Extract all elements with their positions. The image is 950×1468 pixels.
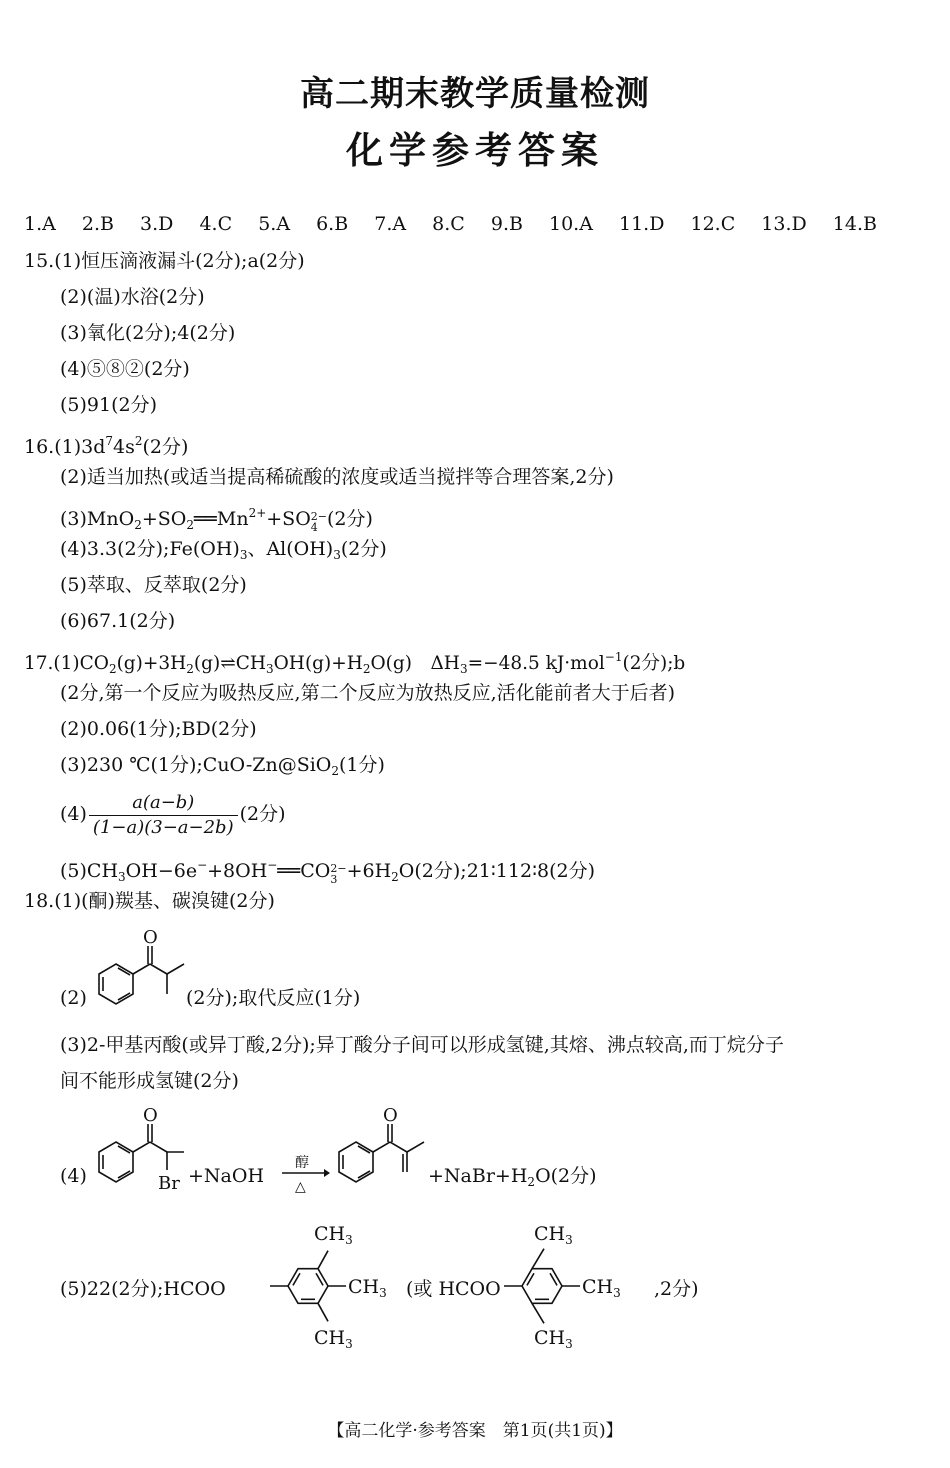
q17-part2: (2)0.06(1分);BD(2分) bbox=[60, 718, 257, 740]
svg-text:Br: Br bbox=[158, 1173, 180, 1194]
choice-answer: 1.A bbox=[24, 213, 56, 235]
methyl-group: $CH_3$ bbox=[314, 1327, 353, 1351]
methyl-group: $CH_3$ bbox=[534, 1327, 573, 1351]
choice-answer: 8.C bbox=[432, 213, 465, 235]
methyl-group: $CH_3$ bbox=[348, 1276, 387, 1300]
q17-part1: $17.(1)CO_2(g)+3H_2(g)\rightleftharpoons CH_3OH(g)+H_2O(g)$ $\Delta H_3=-48.5$ kJ·mol$^{-1}$(2分);b bbox=[24, 650, 686, 676]
q17-part3: (3)230 ℃(1分);CuO-Zn@SiO$_2$(1分) bbox=[60, 754, 385, 778]
svg-text:△: △ bbox=[295, 1179, 306, 1195]
page-footer: 【高二化学·参考答案 第1页(共1页)】 bbox=[327, 1421, 623, 1441]
svg-text:O: O bbox=[143, 927, 158, 948]
q17-part1-continued: (2分,第一个反应为吸热反应,第二个反应为放热反应,活化能前者大于后者) bbox=[60, 682, 676, 704]
enone-product-structure bbox=[328, 1100, 428, 1204]
q15-part3: (3)氧化(2分);4(2分) bbox=[60, 322, 236, 344]
q18-part4-label: (4) bbox=[60, 1165, 87, 1187]
q18-part2-text: (2分);取代反应(1分) bbox=[186, 987, 361, 1009]
q15-part1: 15.(1)恒压滴液漏斗(2分);a(2分) bbox=[24, 250, 305, 272]
q18-part5-suffix: ,2分) bbox=[654, 1278, 699, 1300]
methyl-group: $CH_3$ bbox=[534, 1223, 573, 1247]
svg-text:醇: 醇 bbox=[295, 1155, 309, 1171]
ester-structure-2 bbox=[496, 1216, 666, 1360]
q16-part4: (4)3.3(2分)$;Fe(OH)_3$、$Al(OH)_3(2$分) bbox=[60, 538, 387, 562]
choice-answer: 4.C bbox=[199, 213, 233, 235]
q18-part5-prefix: (5)22(2分);HCOO bbox=[60, 1278, 226, 1300]
choice-answer: 7.A bbox=[374, 213, 407, 235]
q18-part2-label: (2) bbox=[60, 987, 87, 1009]
isobutyrophenone-structure bbox=[88, 922, 188, 1026]
q15-part4: (4)⑤⑧②(2分) bbox=[60, 358, 190, 380]
choice-answer: 3.D bbox=[140, 213, 174, 235]
q18-part4-reagent: +NaOH bbox=[188, 1165, 265, 1187]
choice-answer: 13.D bbox=[761, 213, 807, 235]
q16-part1: $16.(1)3d^74s^2(2$分) bbox=[24, 434, 189, 458]
fraction-expression: $\frac{a(a-b)}{(1-a)(3-a-2b)}$ bbox=[89, 792, 238, 839]
choice-answer: 6.B bbox=[316, 213, 349, 235]
bromo-ketone-structure bbox=[88, 1100, 188, 1214]
methyl-group: $CH_3$ bbox=[314, 1223, 353, 1247]
page-title: 高二期末教学质量检测 bbox=[300, 74, 650, 114]
q18-part1: 18.(1)(酮)羰基、碳溴键(2分) bbox=[24, 890, 275, 912]
choice-answer: 12.C bbox=[690, 213, 736, 235]
q15-part2: (2)(温)水浴(2分) bbox=[60, 286, 205, 308]
q18-part5-alternative: (或 HCOO bbox=[406, 1278, 501, 1300]
q16-part6: (6)67.1(2分) bbox=[60, 610, 176, 632]
q16-part5: (5)萃取、反萃取(2分) bbox=[60, 574, 247, 596]
reaction-arrow bbox=[280, 1150, 330, 1200]
q18-part4-products: $+NaBr+H_2O(2$分) bbox=[428, 1165, 597, 1189]
choice-answer: 11.D bbox=[618, 213, 665, 235]
q16-part3: $(3)MnO_2+SO_2══Mn^{2+}+SO$ 2− 4 (2分) bbox=[60, 506, 373, 534]
svg-text:O: O bbox=[143, 1105, 158, 1126]
methyl-group: $CH_3$ bbox=[582, 1276, 621, 1300]
svg-text:O: O bbox=[383, 1105, 398, 1126]
q15-part5: (5)91(2分) bbox=[60, 394, 158, 416]
choice-answer: 14.B bbox=[832, 213, 877, 235]
choice-answer: 2.B bbox=[81, 213, 114, 235]
choice-answer: 5.A bbox=[258, 213, 291, 235]
q17-part4: (4) $\frac{a(a-b)}{(1-a)(3-a-2b)}$ (2分) bbox=[60, 791, 286, 838]
choice-answer: 9.B bbox=[490, 213, 523, 235]
page-subtitle: 化学参考答案 bbox=[346, 129, 604, 172]
q16-part2: (2)适当加热(或适当提高稀硫酸的浓度或适当搅拌等合理答案,2分) bbox=[60, 466, 614, 488]
choice-answers bbox=[24, 211, 877, 237]
q18-part3-line1: (3)2-甲基丙酸(或异丁酸,2分);异丁酸分子间可以形成氢键,其熔、沸点较高,而丁烷分子 bbox=[60, 1034, 784, 1056]
q17-part5: $(5)CH_3OH-6e^-+8OH^-══CO$ 2− 3 $+6H_2O(2$分);21∶112∶8(2分) bbox=[60, 858, 596, 886]
q18-part3-line2: 间不能形成氢键(2分) bbox=[60, 1070, 239, 1092]
choice-answer: 10.A bbox=[549, 213, 593, 235]
